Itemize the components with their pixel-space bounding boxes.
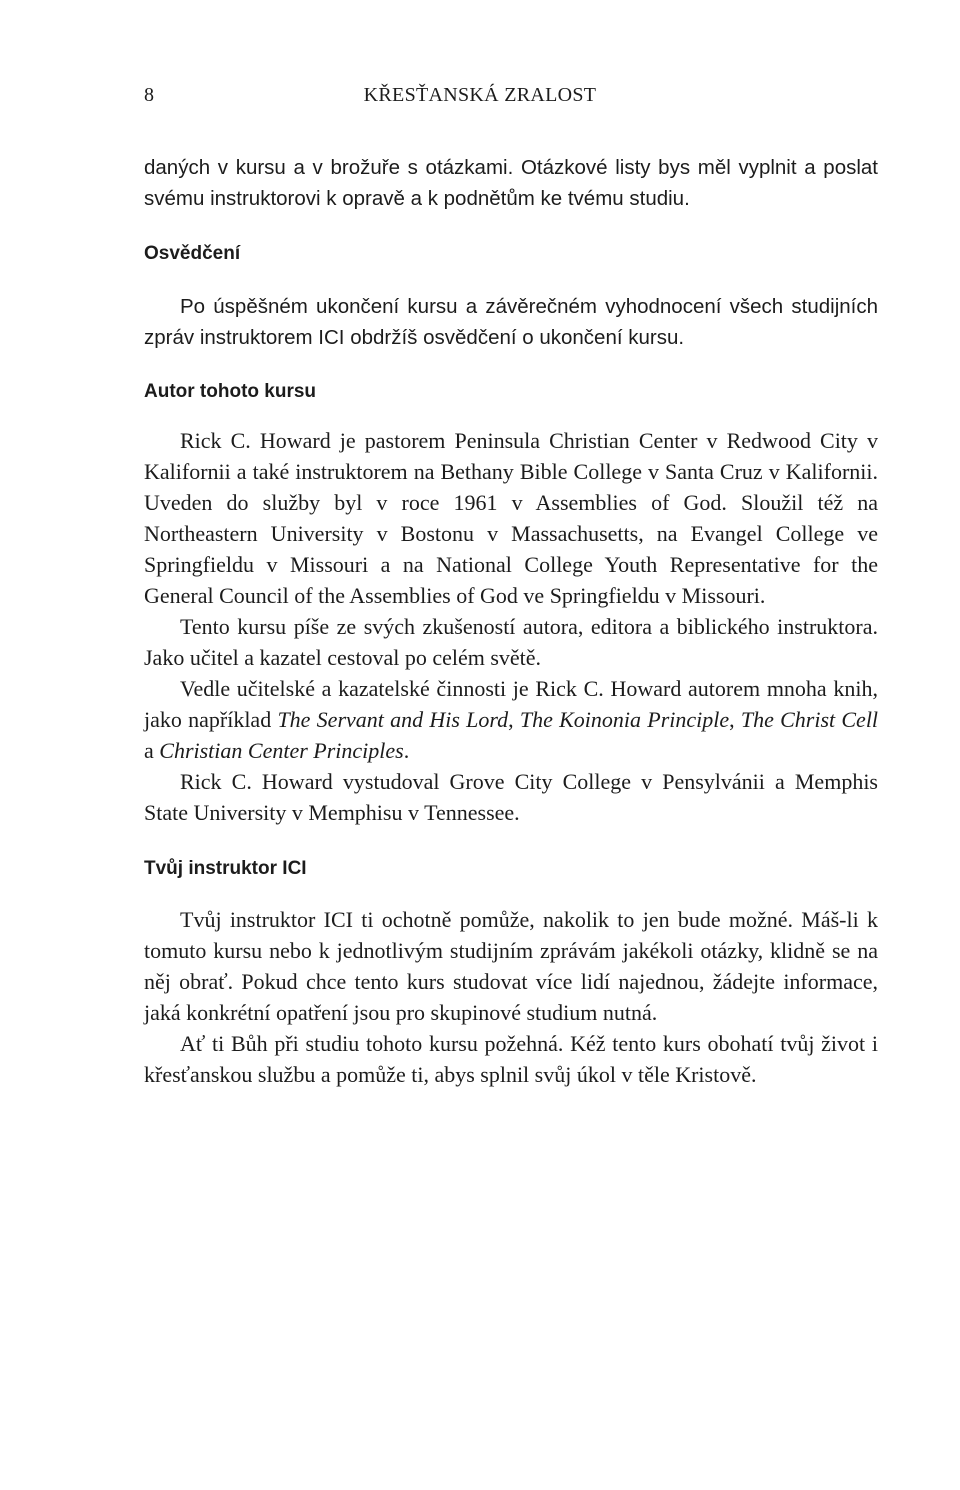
author-paragraph-4: Rick C. Howard vystudoval Grove City College v Pensylvánii a Memphis State University v Memphisu v Tennessee. [144,769,878,825]
author-paragraph-3 [144,673,878,766]
running-head: KŘESŤANSKÁ ZRALOST [363,84,597,106]
separator: , [508,707,520,732]
certificate-heading: Osvědčení [144,243,241,264]
separator: , [729,707,741,732]
certificate-paragraph: Po úspěšném ukončení kursu a závěrečném vyhodnocení všech studijních zpráv instruktorem ICI obdržíš osvědčení o ukončení kursu. [144,295,878,349]
instructor-paragraph-1: Tvůj instruktor ICI ti ochotně pomůže, nakolik to jen bude možné. Máš-li k tomuto kursu nebo k jednotlivým studijním zprávám jakékoli otázky, klidně se na něj obrať. Pokud chce tento kurs studovat více lidí najednou, žádejte informace, jaká konkrétní opatření jsou pro skupinové studium nutná. [144,907,878,1025]
author-paragraph-1: Rick C. Howard je pastorem Peninsula Christian Center v Redwood City v Kalifornii a také instruktorem na Bethany Bible College v Santa Cruz v Kalifornii. Uveden do služby byl v roce 1961 v Assemblies of God. Sloužil též na Northeastern University v Bostonu v Massachusetts, na Evangel College ve Springfieldu v Missouri a na National College Youth Representative for the General Council of the Assemblies of God ve Springfieldu v Missouri. [144,428,878,608]
author-paragraph-2: Tento kursu píše ze svých zkušeností autora, editora a biblického instruktora. Jako učitel a kazatel cestoval po celém světě. [144,614,878,670]
sentence-end: . [403,738,410,763]
instructor-paragraph-2: Ať ti Bůh při studiu tohoto kursu požehná. Kéž tento kurs obohatí tvůj život i křesťanskou službu a pomůže ti, abys splnil svůj úkol v těle Kristově. [144,1031,878,1087]
intro-paragraph: daných v kursu a v brožuře s otázkami. Otázkové listy bys měl vyplnit a poslat svému instruktorovi k opravě a k podnětům ke tvému studiu. [144,156,878,210]
book-title-koinonia: The Koinonia Principle [519,707,730,732]
book-title-servant: The Servant and His Lord [277,707,509,732]
page-body [144,152,878,1090]
book-title-christian-center: Christian Center Principles [159,738,404,763]
instructor-heading: Tvůj instruktor ICI [144,858,307,879]
page-number: 8 [144,84,154,106]
book-title-christ-cell: The Christ Cell [740,707,879,732]
author-heading: Autor tohoto kursu [144,381,317,402]
separator: a [144,738,160,763]
author-paragraph-3-text: Vedle učitelské a kazatelské činnosti je Rick C. Howard autorem mnoha knih, jako například [144,676,878,732]
